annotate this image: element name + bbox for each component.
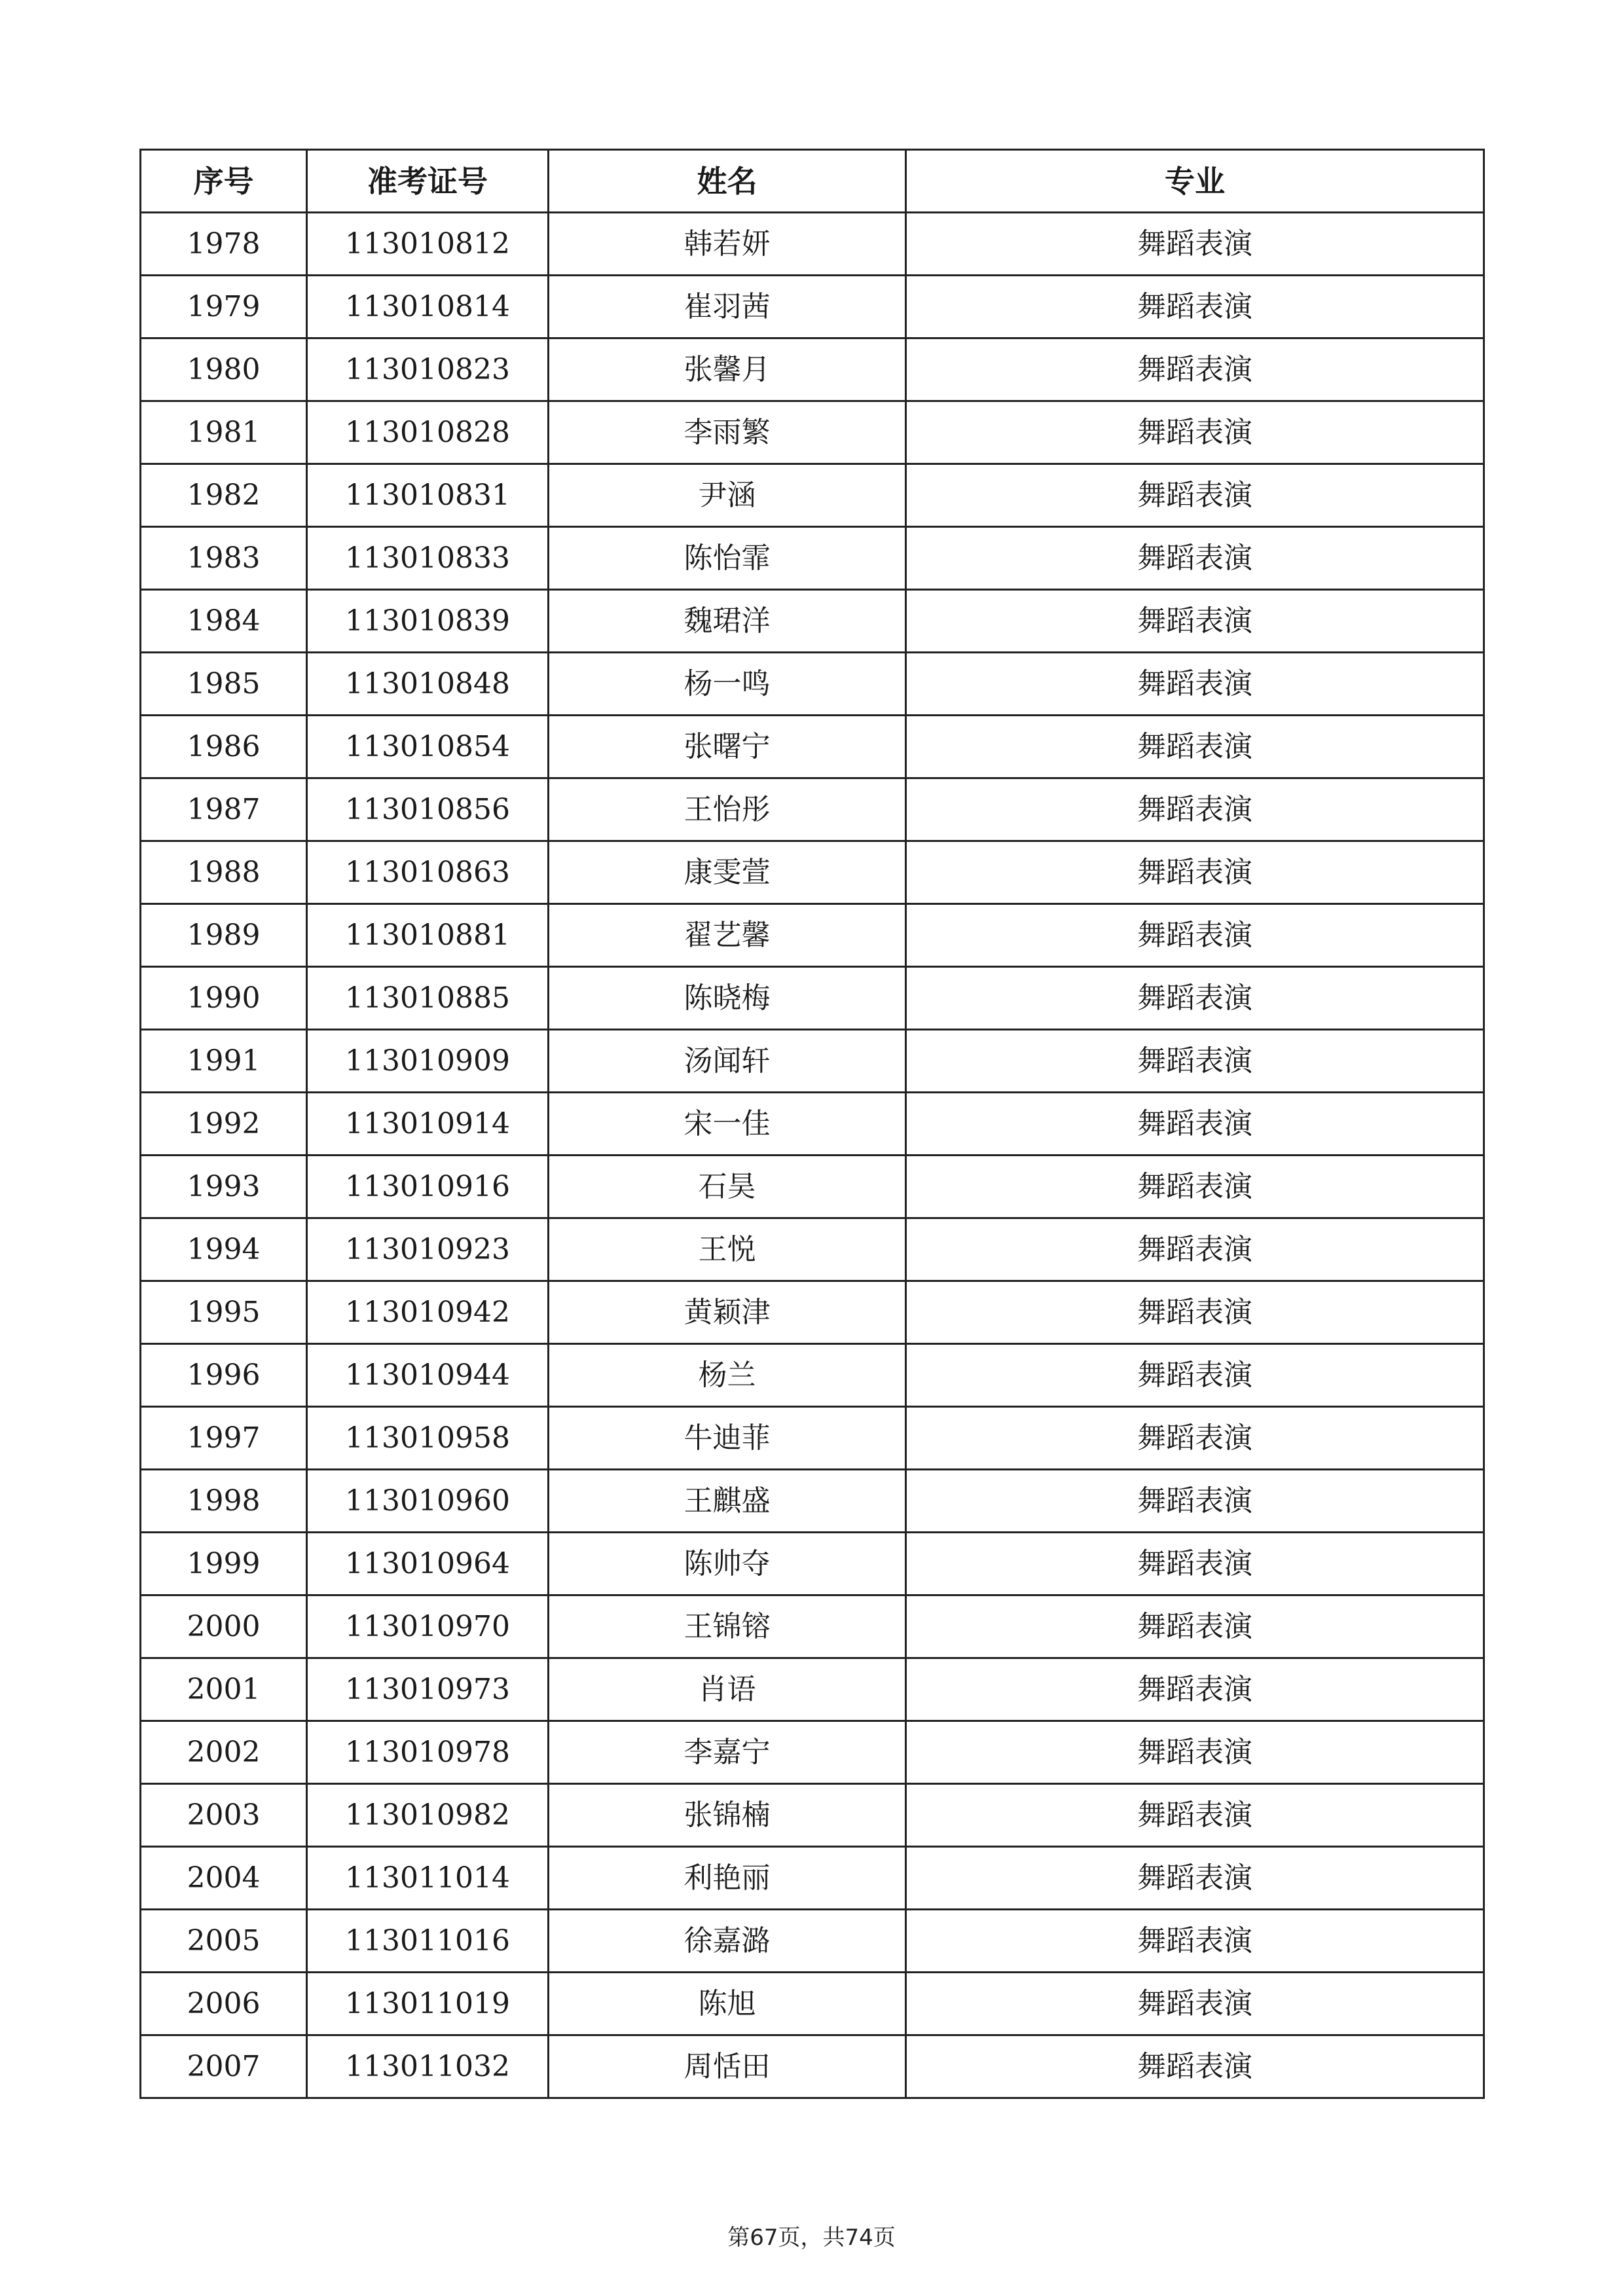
cell-seq: 1992 [141, 1093, 307, 1156]
table-row [141, 1156, 1484, 1218]
cell-major: 舞蹈表演 [906, 2035, 1484, 2098]
footer-total-pages: 74 [845, 2225, 873, 2251]
table-row [141, 1910, 1484, 1973]
table-row [141, 1973, 1484, 2035]
cell-exam-id: 113010973 [307, 1658, 549, 1721]
cell-name: 张曙宁 [549, 716, 906, 778]
cell-exam-id: 113010881 [307, 904, 549, 967]
cell-seq: 1983 [141, 527, 307, 590]
cell-major: 舞蹈表演 [906, 778, 1484, 841]
cell-seq: 1991 [141, 1030, 307, 1093]
cell-exam-id: 113010916 [307, 1156, 549, 1218]
cell-exam-id: 113010833 [307, 527, 549, 590]
cell-seq: 1978 [141, 213, 307, 276]
cell-exam-id: 113010960 [307, 1470, 549, 1533]
table-row [141, 1847, 1484, 1910]
table-row [141, 778, 1484, 841]
cell-seq: 1981 [141, 401, 307, 464]
cell-seq: 1999 [141, 1533, 307, 1595]
cell-exam-id: 113010839 [307, 590, 549, 653]
cell-name: 牛迪菲 [549, 1407, 906, 1470]
table-row [141, 1721, 1484, 1784]
cell-major: 舞蹈表演 [906, 904, 1484, 967]
cell-seq: 2006 [141, 1973, 307, 2035]
cell-exam-id: 113010982 [307, 1784, 549, 1847]
cell-name: 李雨繁 [549, 401, 906, 464]
footer-suffix: 页 [873, 2225, 896, 2251]
cell-exam-id: 113010814 [307, 276, 549, 338]
cell-seq: 2002 [141, 1721, 307, 1784]
table-row [141, 904, 1484, 967]
cell-exam-id: 113010909 [307, 1030, 549, 1093]
cell-exam-id: 113010923 [307, 1218, 549, 1281]
table-row [141, 2035, 1484, 2098]
cell-name: 石昊 [549, 1156, 906, 1218]
cell-name: 宋一佳 [549, 1093, 906, 1156]
cell-seq: 2003 [141, 1784, 307, 1847]
header-row [141, 150, 1484, 213]
cell-major: 舞蹈表演 [906, 1344, 1484, 1407]
cell-name: 王悦 [549, 1218, 906, 1281]
cell-major: 舞蹈表演 [906, 1218, 1484, 1281]
cell-major: 舞蹈表演 [906, 276, 1484, 338]
table-body [141, 213, 1484, 2098]
table-row [141, 1784, 1484, 1847]
footer-middle: 页，共 [778, 2225, 845, 2251]
cell-exam-id: 113010823 [307, 338, 549, 401]
table-header [141, 150, 1484, 213]
cell-name: 陈晓梅 [549, 967, 906, 1030]
header-seq: 序号 [141, 150, 307, 213]
table-row [141, 464, 1484, 527]
cell-name: 魏珺洋 [549, 590, 906, 653]
cell-seq: 1980 [141, 338, 307, 401]
page-footer [0, 2219, 1623, 2251]
cell-major: 舞蹈表演 [906, 1533, 1484, 1595]
cell-seq: 1989 [141, 904, 307, 967]
cell-seq: 2001 [141, 1658, 307, 1721]
cell-major: 舞蹈表演 [906, 1093, 1484, 1156]
cell-name: 陈帅夺 [549, 1533, 906, 1595]
cell-major: 舞蹈表演 [906, 1784, 1484, 1847]
header-exam-id: 准考证号 [307, 150, 549, 213]
cell-name: 李嘉宁 [549, 1721, 906, 1784]
cell-seq: 1996 [141, 1344, 307, 1407]
table-row [141, 527, 1484, 590]
cell-seq: 2004 [141, 1847, 307, 1910]
table-row [141, 213, 1484, 276]
cell-name: 张锦楠 [549, 1784, 906, 1847]
cell-name: 周恬田 [549, 2035, 906, 2098]
table-row [141, 1470, 1484, 1533]
cell-seq: 1987 [141, 778, 307, 841]
cell-major: 舞蹈表演 [906, 1156, 1484, 1218]
cell-exam-id: 113010944 [307, 1344, 549, 1407]
table-row [141, 1344, 1484, 1407]
cell-name: 汤闻轩 [549, 1030, 906, 1093]
table-row [141, 841, 1484, 904]
cell-name: 王麒盛 [549, 1470, 906, 1533]
cell-name: 崔羽茜 [549, 276, 906, 338]
cell-major: 舞蹈表演 [906, 1407, 1484, 1470]
cell-name: 翟艺馨 [549, 904, 906, 967]
cell-exam-id: 113011019 [307, 1973, 549, 2035]
cell-seq: 1990 [141, 967, 307, 1030]
cell-exam-id: 113010885 [307, 967, 549, 1030]
table-row [141, 1533, 1484, 1595]
table-row [141, 1595, 1484, 1658]
cell-major: 舞蹈表演 [906, 1973, 1484, 2035]
table-row [141, 338, 1484, 401]
header-name: 姓名 [549, 150, 906, 213]
cell-name: 尹涵 [549, 464, 906, 527]
cell-major: 舞蹈表演 [906, 213, 1484, 276]
cell-exam-id: 113011032 [307, 2035, 549, 2098]
cell-name: 张馨月 [549, 338, 906, 401]
cell-seq: 1982 [141, 464, 307, 527]
cell-seq: 1998 [141, 1470, 307, 1533]
cell-seq: 1986 [141, 716, 307, 778]
cell-name: 陈旭 [549, 1973, 906, 2035]
cell-major: 舞蹈表演 [906, 1847, 1484, 1910]
cell-seq: 1985 [141, 653, 307, 716]
table-row [141, 1218, 1484, 1281]
cell-major: 舞蹈表演 [906, 1470, 1484, 1533]
cell-major: 舞蹈表演 [906, 653, 1484, 716]
cell-major: 舞蹈表演 [906, 1658, 1484, 1721]
cell-exam-id: 113010863 [307, 841, 549, 904]
table-row [141, 1281, 1484, 1344]
cell-seq: 1997 [141, 1407, 307, 1470]
cell-major: 舞蹈表演 [906, 1595, 1484, 1658]
admission-roster-table [139, 149, 1485, 2099]
cell-exam-id: 113010978 [307, 1721, 549, 1784]
cell-major: 舞蹈表演 [906, 1030, 1484, 1093]
cell-exam-id: 113010958 [307, 1407, 549, 1470]
cell-name: 杨一鸣 [549, 653, 906, 716]
cell-name: 黄颖津 [549, 1281, 906, 1344]
cell-exam-id: 113010964 [307, 1533, 549, 1595]
cell-major: 舞蹈表演 [906, 1721, 1484, 1784]
cell-exam-id: 113010828 [307, 401, 549, 464]
cell-name: 利艳丽 [549, 1847, 906, 1910]
table-row [141, 1658, 1484, 1721]
cell-major: 舞蹈表演 [906, 590, 1484, 653]
cell-name: 肖语 [549, 1658, 906, 1721]
cell-major: 舞蹈表演 [906, 716, 1484, 778]
cell-exam-id: 113010812 [307, 213, 549, 276]
table-row [141, 716, 1484, 778]
cell-exam-id: 113010848 [307, 653, 549, 716]
table-row [141, 1407, 1484, 1470]
table-row [141, 653, 1484, 716]
cell-seq: 2005 [141, 1910, 307, 1973]
cell-exam-id: 113010831 [307, 464, 549, 527]
cell-major: 舞蹈表演 [906, 338, 1484, 401]
table-row [141, 590, 1484, 653]
cell-major: 舞蹈表演 [906, 527, 1484, 590]
cell-seq: 1995 [141, 1281, 307, 1344]
cell-major: 舞蹈表演 [906, 1910, 1484, 1973]
cell-major: 舞蹈表演 [906, 967, 1484, 1030]
cell-major: 舞蹈表演 [906, 401, 1484, 464]
cell-exam-id: 113010914 [307, 1093, 549, 1156]
cell-name: 徐嘉潞 [549, 1910, 906, 1973]
cell-major: 舞蹈表演 [906, 1281, 1484, 1344]
table-row [141, 967, 1484, 1030]
table-row [141, 276, 1484, 338]
cell-name: 杨兰 [549, 1344, 906, 1407]
footer-current-page: 67 [750, 2225, 778, 2251]
cell-seq: 1994 [141, 1218, 307, 1281]
cell-name: 韩若妍 [549, 213, 906, 276]
cell-name: 陈怡霏 [549, 527, 906, 590]
table-row [141, 401, 1484, 464]
header-major: 专业 [906, 150, 1484, 213]
cell-major: 舞蹈表演 [906, 841, 1484, 904]
cell-exam-id: 113010854 [307, 716, 549, 778]
cell-exam-id: 113010942 [307, 1281, 549, 1344]
cell-seq: 1988 [141, 841, 307, 904]
cell-name: 王锦镕 [549, 1595, 906, 1658]
table-row [141, 1093, 1484, 1156]
cell-exam-id: 113010856 [307, 778, 549, 841]
cell-seq: 1979 [141, 276, 307, 338]
cell-exam-id: 113011014 [307, 1847, 549, 1910]
cell-exam-id: 113011016 [307, 1910, 549, 1973]
table-row [141, 1030, 1484, 1093]
cell-seq: 1984 [141, 590, 307, 653]
cell-seq: 1993 [141, 1156, 307, 1218]
cell-major: 舞蹈表演 [906, 464, 1484, 527]
cell-seq: 2000 [141, 1595, 307, 1658]
footer-prefix: 第 [727, 2225, 750, 2251]
cell-exam-id: 113010970 [307, 1595, 549, 1658]
cell-name: 康雯萱 [549, 841, 906, 904]
cell-seq: 2007 [141, 2035, 307, 2098]
cell-name: 王怡彤 [549, 778, 906, 841]
